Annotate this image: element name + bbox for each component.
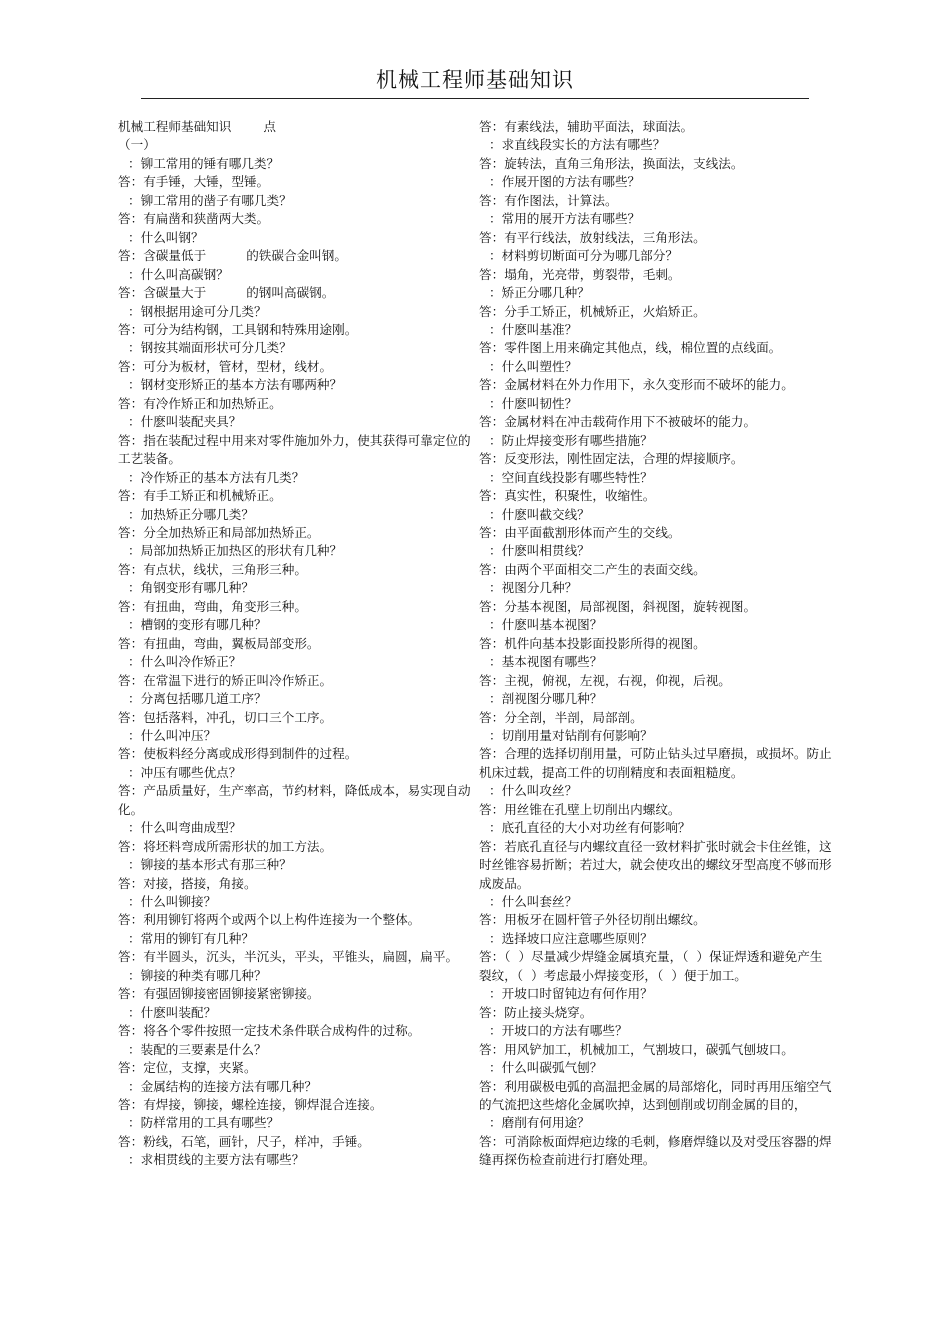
question-line: ：空间直线投影有哪些特性？ — [489, 469, 653, 485]
answer-line: 答：使板料经分离或成形得到制件的过程。 — [118, 746, 358, 762]
answer-line: 答：有作图法，计算法。 — [479, 192, 618, 208]
question-line: ：防样常用的工具有哪些？ — [128, 1115, 280, 1131]
answer-line: 答：对接，搭接，角接。 — [118, 875, 257, 891]
question-line: ：求相贯线的主要方法有哪些？ — [128, 1152, 305, 1168]
answer-line: 答：在常温下进行的矫正叫冷作矫正。 — [118, 672, 333, 688]
question-line: ：什麽叫基本视图？ — [489, 617, 603, 633]
question-line: ：什么叫钢？ — [128, 229, 204, 245]
title-divider — [141, 98, 809, 99]
question-line: ：剖视图分哪几种？ — [489, 691, 603, 707]
answer-line: 答：可分为结构钢，工具钢和特殊用途刚。 — [118, 321, 358, 337]
question-line: ：加热矫正分哪几类？ — [128, 506, 254, 522]
answer-line: 答：零件图上用来确定其他点，线，棉位置的点线面。 — [479, 340, 782, 356]
question-line: ：钢按其端面形状可分几类？ — [128, 340, 292, 356]
answer-line: 答：有焊接，铆接，螺栓连接，铆焊混合连接。 — [118, 1097, 383, 1113]
answer-line: 答：有素线法，辅助平面法，球面法。 — [479, 119, 694, 134]
answer-line: 答：防止接头烧穿。 — [479, 1004, 593, 1020]
answer-line: 答：用板牙在圆杆管子外径切削出螺纹。 — [479, 912, 706, 928]
question-line: ：什么叫塑性？ — [489, 358, 578, 374]
answer-line: 答：将坯料弯成所需形状的加工方法。 — [118, 838, 333, 854]
answer-line: 答：有扭曲，弯曲，角变形三种。 — [118, 598, 307, 614]
question-line: ：什么叫碳弧气刨？ — [489, 1060, 603, 1076]
question-line: ：底孔直径的大小对功丝有何影响？ — [489, 820, 691, 836]
answer-line: 答：由两个平面相交二产生的表面交线。 — [479, 561, 706, 577]
answer-line: 答：有扁凿和狭凿两大类。 — [118, 211, 270, 227]
text-line: （一） — [118, 137, 156, 153]
question-line: ：什么叫冲压？ — [128, 727, 217, 743]
answer-line: 答：指在装配过程中用来对零件施加外力，使其获得可靠定位的工艺装备。 — [118, 432, 471, 467]
answer-line: 答：金属材料在冲击载荷作用下不被破坏的能力。 — [479, 414, 757, 430]
answer-line: 答：用丝锥在孔壁上切削出内螺纹。 — [479, 801, 681, 817]
answer-line: 答：利用碳极电弧的高温把金属的局部熔化，同时再用压缩空气的气流把这些熔化金属吹掉，达到刨削或切削金属的目的， — [479, 1078, 832, 1113]
question-line: ：什么叫铆接？ — [128, 894, 217, 910]
answer-line: 答：可分为板材，管材，型材，线材。 — [118, 358, 333, 374]
left-column — [118, 118, 473, 1170]
question-line: ：铆工常用的凿子有哪几类？ — [128, 192, 292, 208]
answer-line: 答：由平面截割形体而产生的交线。 — [479, 524, 681, 540]
answer-line: 答：分手工矫正，机械矫正，火焰矫正。 — [479, 303, 706, 319]
question-line: ：冲压有哪些优点？ — [128, 764, 242, 780]
question-line: ：什么叫弯曲成型？ — [128, 820, 242, 836]
question-line: ：角钢变形有哪几种？ — [128, 580, 254, 596]
question-line: ：钢根据用途可分几类？ — [128, 303, 267, 319]
question-line: ：基本视图有哪些？ — [489, 654, 603, 670]
question-line: ：金属结构的连接方法有哪几种？ — [128, 1078, 317, 1094]
question-line: ：开坡口时留钝边有何作用？ — [489, 986, 653, 1002]
answer-line: 答：有手工矫正和机械矫正。 — [118, 488, 282, 504]
answer-line: 答：反变形法，刚性固定法，合理的焊接顺序。 — [479, 451, 744, 467]
question-line: ：什麽叫韧性？ — [489, 395, 578, 411]
question-line: ：常用的铆钉有几种？ — [128, 930, 254, 946]
question-line: ：求直线段实长的方法有哪些？ — [489, 137, 666, 153]
answer-line: 答：有半圆头，沉头，半沉头，平头，平锥头，扁圆，扁平。 — [118, 949, 459, 965]
answer-line: 答：（ ）尽量减少焊缝金属填充量，（ ）保证焊透和避免产生裂纹，（ ）考虑最小焊接变形，（ ）便于加工。 — [479, 949, 823, 983]
answer-line: 答：若底孔直径与内螺纹直径一致材料扩张时就会卡住丝锥，这时丝锥容易折断；若过大，就会使攻出的螺纹牙型高度不够而形成废品。 — [479, 838, 832, 891]
question-line: ：钢材变形矫正的基本方法有哪两种？ — [128, 377, 343, 393]
answer-line: 答：用风铲加工，机械加工，气割坡口，碳弧气刨坡口。 — [479, 1041, 794, 1057]
question-line: ：选择坡口应注意哪些原则？ — [489, 930, 653, 946]
answer-line: 答：有点状，线状，三角形三种。 — [118, 561, 307, 577]
question-line: ：什么叫高碳钢？ — [128, 266, 229, 282]
answer-line: 答：旋转法，直角三角形法，换面法，支线法。 — [479, 155, 744, 171]
answer-line: 答：含碳量低于 的铁碳合金叫钢。 — [118, 248, 347, 264]
question-line: ：什么叫攻丝？ — [489, 783, 578, 799]
page-title: 机械工程师基础知识 — [376, 68, 574, 92]
answer-line: 答：主视，俯视，左视，右视，仰视，后视。 — [479, 672, 731, 688]
question-line: ：铆接的基本形式有那三种？ — [128, 857, 292, 873]
question-line: ：什么叫套丝？ — [489, 894, 578, 910]
question-line: ：切削用量对钻削有何影响？ — [489, 727, 653, 743]
question-line: ：什麽叫基准？ — [489, 321, 578, 337]
answer-line: 答：有手锤，大锤，型锤。 — [118, 174, 270, 190]
answer-line: 答：可消除板面焊疤边缘的毛刺，修磨焊缝以及对受压容器的焊缝再探伤检查前进行打磨处理。 — [479, 1133, 832, 1168]
answer-line: 答：分全剖，半剖，局部剖。 — [479, 709, 643, 725]
text-line: 机械工程师基础知识 点 — [118, 119, 276, 134]
answer-line: 答：有冷作矫正和加热矫正。 — [118, 395, 282, 411]
question-line: ：冷作矫正的基本方法有几类？ — [128, 469, 305, 485]
answer-line: 答：塌角，光亮带，剪裂带，毛刺。 — [479, 266, 681, 282]
question-line: ：作展开图的方法有哪些？ — [489, 174, 641, 190]
question-line: ：矫正分哪几种？ — [489, 285, 590, 301]
question-line: ：装配的三要素是什么？ — [128, 1041, 267, 1057]
answer-line: 答：分全加热矫正和局部加热矫正。 — [118, 524, 320, 540]
question-line: ：什么叫冷作矫正？ — [128, 654, 242, 670]
answer-line: 答：合理的选择切削用量，可防止钻头过早磨损，或损坏。防止机床过载，提高工件的切削精度和表面粗糙度。 — [479, 746, 832, 780]
answer-line: 答：粉线，石笔，画针，尺子，样冲，手锤。 — [118, 1133, 370, 1149]
question-line: ：什麽叫截交线？ — [489, 506, 590, 522]
question-line: ：什麽叫装配？ — [128, 1004, 217, 1020]
answer-line: 答：将各个零件按照一定技术条件联合成构件的过称。 — [118, 1023, 421, 1039]
answer-line: 答：包括落料，冲孔，切口三个工序。 — [118, 709, 333, 725]
question-line: ：什麽叫相贯线？ — [489, 543, 590, 559]
question-line: ：开坡口的方法有哪些？ — [489, 1023, 628, 1039]
question-line: ：磨削有何用途？ — [489, 1115, 590, 1131]
answer-line: 答：有强固铆接密固铆接紧密铆接。 — [118, 986, 320, 1002]
answer-line: 答：机件向基本投影面投影所得的视图。 — [479, 635, 706, 651]
question-line: ：视图分几种？ — [489, 580, 578, 596]
question-line: ：铆接的种类有哪几种？ — [128, 967, 267, 983]
answer-line: 答：有扭曲，弯曲，翼板局部变形。 — [118, 635, 320, 651]
right-column — [479, 118, 834, 1170]
answer-line: 答：产品质量好，生产率高，节约材料，降低成本，易实现自动化。 — [118, 783, 471, 817]
answer-line: 答：分基本视图，局部视图，斜视图，旋转视图。 — [479, 598, 757, 614]
answer-line: 答：含碳量大于 的钢叫高碳钢。 — [118, 285, 335, 301]
question-line: ：材料剪切断面可分为哪几部分？ — [489, 248, 678, 264]
answer-line: 答：有平行线法，放射线法，三角形法。 — [479, 229, 706, 245]
answer-line: 答：金属材料在外力作用下，永久变形而不破坏的能力。 — [479, 377, 794, 393]
question-line: ：分离包括哪几道工序？ — [128, 691, 267, 707]
question-line: ：常用的展开方法有哪些？ — [489, 211, 641, 227]
question-line: ：槽钢的变形有哪几种？ — [128, 617, 267, 633]
question-line: ：什麽叫装配夹具？ — [128, 414, 242, 430]
question-line: ：铆工常用的锤有哪几类？ — [128, 155, 280, 171]
question-line: ：局部加热矫正加热区的形状有几种？ — [128, 543, 343, 559]
question-line: ：防止焊接变形有哪些措施？ — [489, 432, 653, 448]
answer-line: 答：真实性，积聚性，收缩性。 — [479, 488, 656, 504]
answer-line: 答：定位，支撑，夹紧。 — [118, 1060, 257, 1076]
answer-line: 答：利用铆钉将两个或两个以上构件连接为一个整体。 — [118, 912, 421, 928]
